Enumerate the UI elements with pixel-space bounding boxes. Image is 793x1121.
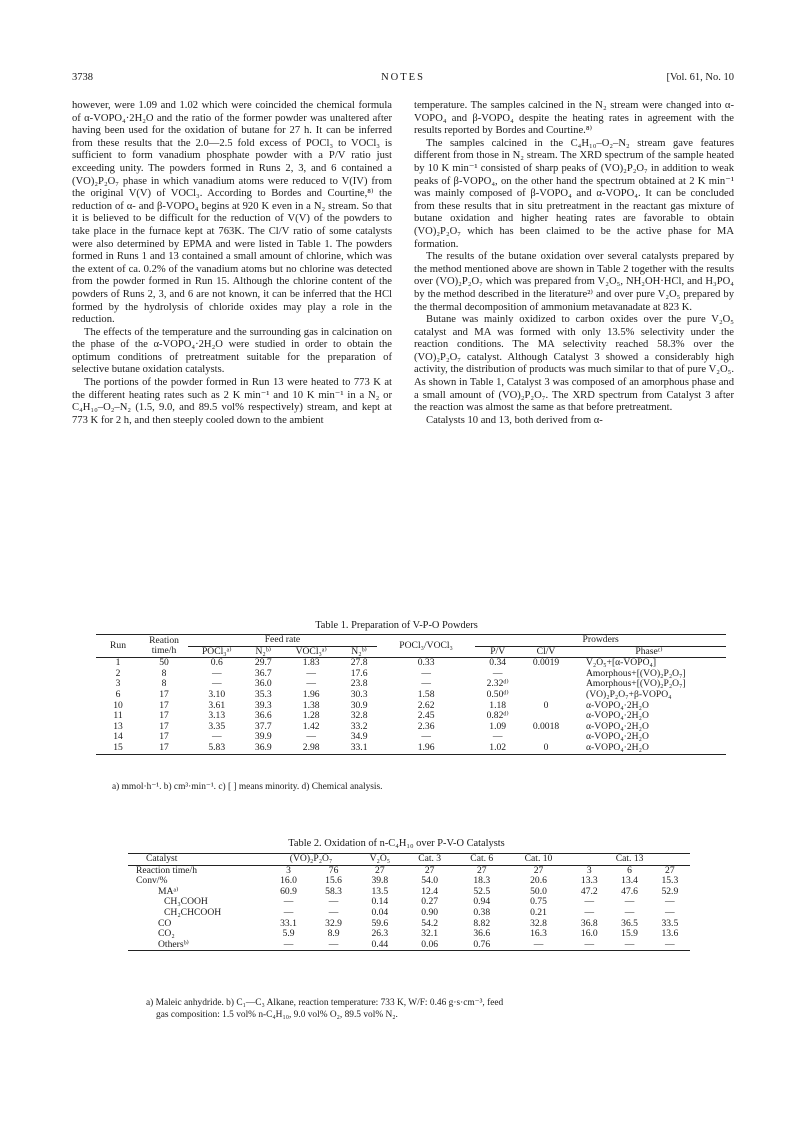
table-cell: 17 [159, 688, 169, 700]
table2-body [128, 865, 690, 951]
table-cell: 47.6 [621, 885, 638, 897]
table-cell: 8 [161, 667, 167, 679]
table-cell: 16.0 [580, 928, 598, 940]
table-cell: 36.8 [580, 917, 598, 929]
table-cell: 47.2 [580, 885, 598, 897]
table-row [96, 743, 726, 754]
table-cell: 50.0 [530, 885, 547, 897]
table-row [128, 919, 690, 930]
table2-caption: Table 2. Oxidation of n-C₄H₁₀ over P-V-O Catalysts [288, 838, 505, 849]
table-cell: — [492, 667, 503, 679]
table-cell: 3.10 [208, 688, 226, 700]
table-cell: (VO)₂P₂O₇+β-VOPO₄ [586, 688, 672, 700]
table-cell: 76 [328, 864, 339, 876]
table-cell: CH₃COOH [164, 896, 208, 908]
col-clv: Cl/V [536, 645, 556, 657]
table-cell: CH₂CHCOOH [164, 906, 222, 918]
table-cell: 16.3 [530, 928, 547, 940]
table-cell: 0.27 [421, 896, 439, 908]
table-cell: 15.6 [325, 875, 342, 887]
table-cell: α-VOPO₄·2H₂O [586, 731, 649, 743]
table-cell: — [584, 938, 595, 950]
table-cell: 20.6 [530, 875, 547, 887]
table-cell: — [665, 896, 675, 908]
paragraph: The effects of the temperature and the surrounding gas in calcination on the phase of the α-VOPO₄·2H₂O were studied in order to obtain the optimum conditions of pretreatment suitable for the preparation of selective butane oxidation catalysts. [72, 326, 392, 376]
table-cell: 1.96 [417, 741, 435, 753]
table-cell: 50 [159, 657, 169, 669]
table-cell: 13.3 [580, 875, 598, 887]
table-cell: 36.5 [621, 917, 638, 929]
left-column [72, 100, 392, 427]
table-cell: 1.83 [302, 657, 320, 669]
table-cell: — [665, 938, 675, 950]
table-cell: 0.75 [530, 896, 547, 908]
table-cell: 15 [113, 741, 123, 753]
table2-footnote-1: a) Maleic anhydride. b) C₁—C₃ Alkane, reaction temperature: 733 K, W/F: 0.46 g·s·cm⁻³, feed [146, 998, 504, 1008]
paragraph: The samples calcined in the C₄H₁₀–O₂–N₂ stream gave features different from those in N₂ stream. The XRD spectrum of the sample heated by 10 K min⁻¹ consisted of sharp peaks of (VO)₂P₂O₇ in addition to weak peaks of β-VOPO₄, on the other hand the spectrum obtained at 2 K min⁻¹ was mainly composed of β-VOPO₄ and α-VOPO₄. It can be concluded from these results that in situ pretreatment in the reactant gas mixture of butane oxidation and higher heating rates are favorable to obtain (VO)₂P₂O₇ which has been claimed to be the active phase for MA formation. [414, 137, 734, 250]
col-phase: Phaseᶜ⁾ [635, 645, 663, 657]
right-column [414, 100, 734, 427]
col-pv: P/V [490, 645, 506, 657]
table-cell: — [211, 667, 222, 679]
table-cell: — [283, 896, 294, 908]
table-cell: 34.9 [350, 731, 368, 743]
table1-caption: Table 1. Preparation of V-P-O Powders [315, 620, 478, 631]
table-cell: — [492, 731, 503, 743]
table-cell: 8 [161, 678, 167, 690]
table-cell: 0.6 [210, 657, 223, 669]
table-cell: 0.50ᵈ⁾ [486, 688, 509, 700]
table-cell: 35.3 [254, 688, 272, 700]
table-cell: α-VOPO₄·2H₂O [586, 720, 649, 732]
page-header [72, 72, 734, 86]
table-cell: — [283, 938, 294, 950]
table-cell: 6 [115, 688, 121, 700]
table-cell: 8.9 [327, 928, 340, 940]
table-cell: 1.02 [489, 741, 507, 753]
table-cell: 2 [115, 667, 121, 679]
table1-footnote: a) mmol·h⁻¹. b) cm³·min⁻¹. c) [ ] means minority. d) Chemical analysis. [112, 782, 383, 792]
table-cell: 0.04 [371, 906, 389, 918]
table-cell: 0.94 [473, 896, 491, 908]
table-cell: — [584, 896, 595, 908]
table-cell: 2.32ᵈ⁾ [486, 678, 509, 690]
table-cell: 1.58 [417, 688, 435, 700]
table-row [128, 929, 690, 940]
table-row [128, 865, 690, 876]
table-cell: α-VOPO₄·2H₂O [586, 741, 649, 753]
table-cell: 36.7 [254, 667, 272, 679]
col-ratio: POCl₃/VOCl₃ [399, 639, 453, 651]
table-cell: 27.8 [350, 657, 368, 669]
table-cell: 3 [286, 864, 291, 876]
table-cell: 27 [533, 864, 544, 876]
table-cell: — [306, 667, 316, 679]
table-cell: 13.4 [621, 875, 638, 887]
table-cell: 0 [543, 741, 549, 753]
table-cell [520, 690, 572, 701]
table-cell: 3 [586, 864, 592, 876]
table-cell: 1.28 [302, 710, 320, 722]
table-cell: 36.6 [254, 710, 272, 722]
table-cell: 2.98 [302, 741, 320, 753]
table-cell: 10 [113, 699, 123, 711]
table-cell: — [421, 731, 431, 743]
table2-footnote-2: gas composition: 1.5 vol% n-C₄H₁₀, 9.0 vol% O₂, 89.5 vol% N₂. [156, 1010, 398, 1020]
table-cell: 0.21 [530, 906, 547, 918]
table-cell: — [665, 906, 675, 918]
table-cell: 36.9 [254, 741, 272, 753]
table-cell: 33.2 [350, 720, 368, 732]
table-cell: 0.0018 [532, 720, 560, 732]
table-cell: 1.18 [489, 699, 507, 711]
table-cell: 32.1 [421, 928, 439, 940]
paragraph: The results of the butane oxidation over several catalysts prepared by the method mentioned above are shown in Table 2 together with the results over (VO)₂P₂O₇ which was prepared from V₂O₅, NH₂OH·HCl, and H₃PO₄ by the method described in the literature²⁾ and over pure V₂O₅ prepared by the thermal decomposition of ammonium metavanadate at 823 K. [414, 251, 734, 313]
table-row [128, 876, 690, 887]
paragraph: The portions of the powder formed in Run 13 were heated to 773 K at the different heating rates such as 2 K min⁻¹ and 10 K min⁻¹ in a N₂ or C₄H₁₀–O₂–N₂ (1.5, 9.0, and 89.5 vol% respectively) stream, and kept at 773 K for 2 h, and then steeply cooled down to the ambient [72, 377, 392, 426]
table-cell: 27 [476, 864, 487, 876]
table-cell: 0.90 [421, 906, 439, 918]
col-pocl3: POCl₃ᵃ⁾ [201, 645, 232, 657]
table-cell: — [306, 731, 316, 743]
table-cell: 39.8 [371, 875, 389, 887]
col-n2: N₂ᵇ⁾ [351, 645, 367, 657]
table-cell: Conv/% [136, 875, 168, 887]
table-row [128, 908, 690, 919]
table-cell: 14 [113, 731, 123, 743]
table-cell: 17 [159, 720, 169, 732]
paragraph: however, were 1.09 and 1.02 which were coincided the chemical formula of α-VOPO₄·2H₂O and the ratio of the former powder was unaltered after having been used for the oxidation of butane for 27 h. It can be inferred from these results that the 2.0—2.5 fold excess of POCl₃ to VOCl₃ is sufficient to form vanadium phosphate powder with a P/V ratio just exceeding unity. The powders formed in Runs 2, 3, and 6 contained a (VO)₂P₂O₇ phase in which vanadium atoms were reduced to V(IV) from the original V(V) of VOCl₃. According to Bordes and Courtine,⁸⁾ the reduction of α- and β-VOPO₄ begins at 920 K even in a N₂ stream. So that it is believed to be difficult for the reduction of V(V) of the powders to take place in the furnace kept at 763K. The Cl/V ratio of some catalysts were also determined by EPMA and were listed in Table 1. The powders formed in Runs 1 and 13 contained a small amount of chlorine, which was the extent of ca. 0.2% of the vanadium atoms but no chlorine was detected from the powder formed in Run 15. Although the chlorine content of the powders of Runs 2, 3, and 6 are not known, it can be inferred that the HCl formed by the hydrolysis of chloride oxides may play a role in the reduction. [72, 100, 392, 326]
volume-info: [Vol. 61, No. 10 [666, 72, 734, 83]
table-cell: Amorphous+[(VO)₂P₂O₇] [586, 667, 686, 679]
table-cell: — [306, 678, 316, 690]
table-cell: 18.3 [473, 875, 491, 887]
table-cell: 17 [159, 710, 169, 722]
table-cell: 29.7 [254, 657, 272, 669]
table-cell: 33.1 [280, 917, 297, 929]
table-cell: 27 [665, 864, 675, 876]
table-cell: — [211, 678, 222, 690]
table1 [96, 634, 726, 755]
table-cell: 13.6 [661, 928, 679, 940]
table-cell: 2.36 [417, 720, 435, 732]
table-cell: 27 [375, 864, 385, 876]
table-cell: 26.3 [371, 928, 389, 940]
col-catalyst: Catalyst [146, 853, 178, 864]
col-cat6: Cat. 6 [470, 853, 494, 864]
paragraph: temperature. The samples calcined in the N₂ stream were changed into α-VOPO₄ and β-VOPO₄ despite the heating rates in agreement with the results reported by Bordes and Courtine.⁸⁾ [414, 100, 734, 137]
col-run: Run [110, 639, 126, 651]
table-cell: 3.35 [208, 720, 226, 732]
table-cell: 0.82ᵈ⁾ [486, 710, 509, 722]
table-cell: 2.45 [417, 710, 435, 722]
table-cell: 0.0019 [532, 657, 560, 669]
table-cell: — [421, 667, 431, 679]
col-cat3: Cat. 3 [418, 853, 442, 864]
table-row [128, 887, 690, 898]
table-cell: — [328, 896, 339, 908]
table-cell: 59.6 [371, 917, 389, 929]
col-cat13: Cat. 13 [615, 853, 644, 864]
table-cell: — [328, 906, 339, 918]
col-feed-rate: Feed rate [188, 635, 377, 647]
paragraph: Butane was mainly oxidized to carbon oxides over the pure V₂O₅ catalyst and MA was formed with only 13.5% selectivity under the reaction conditions. The MA selectivity reached 58.3% over the (VO)₂P₂O₇ catalyst. Although Catalyst 3 showed a considerably high activity, the distribution of products was much similar to that of pure V₂O₅. As shown in Table 1, Catalyst 3 was composed of an amorphous phase and a small amount of (VO)₂P₂O₇. The XRD spectrum from Catalyst 3 after the reaction was almost the same as that before pretreatment. [414, 314, 734, 414]
col-powders: Prowders [475, 635, 726, 647]
table-cell: Amorphous+[(VO)₂P₂O₇] [586, 678, 686, 690]
table-cell: 0.14 [371, 896, 389, 908]
table-cell: V₂O₅+[α-VOPO₄] [586, 657, 657, 669]
table-cell: 54.2 [421, 917, 439, 929]
table-cell: 17 [159, 699, 169, 711]
table-cell: — [283, 906, 294, 918]
col-cat10: Cat. 10 [524, 853, 553, 864]
table-cell [520, 679, 572, 690]
table-cell: 23.8 [350, 678, 368, 690]
table-cell: 0 [543, 699, 549, 711]
table-cell: 39.9 [254, 731, 272, 743]
table-cell: 3 [115, 678, 121, 690]
col-n2: N₂ᵇ⁾ [255, 645, 272, 657]
table-cell: CO [158, 917, 172, 929]
table-cell: 0.34 [489, 657, 507, 669]
table-cell: 54.0 [421, 875, 439, 887]
table-cell: — [624, 938, 635, 950]
table-cell: 60.9 [280, 885, 297, 897]
table-cell: — [421, 678, 431, 690]
table-cell: — [584, 906, 595, 918]
table-cell: — [533, 938, 544, 950]
table-cell: 30.9 [350, 699, 368, 711]
table-cell: 1.96 [302, 688, 320, 700]
table-cell: — [624, 896, 635, 908]
table-cell: 1.38 [302, 699, 320, 711]
table-cell: 0.33 [417, 657, 435, 669]
table-cell: — [624, 906, 635, 918]
col-vo2p2o7: (VO)₂P₂O₇ [289, 853, 333, 864]
table-cell: 15.9 [621, 928, 638, 940]
table-cell: 58.3 [325, 885, 342, 897]
table-cell: 1.42 [302, 720, 320, 732]
table-row [128, 940, 690, 951]
table-cell: 2.62 [417, 699, 435, 711]
table-cell: 33.1 [350, 741, 368, 753]
table-cell: Othersᵇ⁾ [158, 938, 189, 950]
table-cell: 16.0 [280, 875, 297, 887]
table2 [128, 853, 690, 951]
table-cell: 52.9 [661, 885, 679, 897]
table-cell: — [211, 731, 222, 743]
table-cell: 36.0 [254, 678, 272, 690]
table-cell: 32.8 [530, 917, 547, 929]
table-row [96, 690, 726, 701]
paragraph: Catalysts 10 and 13, both derived from α- [426, 414, 603, 426]
table1-body [96, 658, 726, 754]
table-cell: 1 [115, 657, 121, 669]
table-cell: 12.4 [421, 885, 439, 897]
table-cell: CO₂ [158, 928, 175, 940]
table-cell: MAᵃ⁾ [158, 885, 179, 897]
table-cell: 13.5 [371, 885, 389, 897]
table-cell: 3.61 [208, 699, 226, 711]
table-cell: 0.06 [421, 938, 439, 950]
table-cell: 37.7 [254, 720, 272, 732]
table-cell: 3.13 [208, 710, 226, 722]
page-number: 3738 [72, 72, 93, 83]
table-cell: 0.38 [473, 906, 491, 918]
table-cell [520, 669, 572, 680]
table-cell: 11 [113, 710, 123, 722]
table-cell: 0.76 [473, 938, 491, 950]
table-cell: 17 [159, 731, 169, 743]
table-cell: 52.5 [473, 885, 491, 897]
table-cell: 15.3 [661, 875, 679, 887]
table-cell: Reaction time/h [136, 864, 198, 876]
table-cell: 33.5 [661, 917, 679, 929]
table-cell: 32.8 [350, 710, 368, 722]
section-title: NOTES [381, 72, 425, 83]
table-cell: 32.9 [325, 917, 342, 929]
col-v2o5: V₂O₅ [369, 853, 391, 864]
table-cell: 0.44 [371, 938, 389, 950]
table-cell: 5.83 [208, 741, 226, 753]
table-cell: 1.09 [489, 720, 507, 732]
table-cell: 5.9 [282, 928, 295, 940]
table-cell: 17.6 [350, 667, 368, 679]
table-cell: 36.6 [473, 928, 491, 940]
table-cell: 8.82 [473, 917, 491, 929]
table-cell: — [328, 938, 339, 950]
table-cell: 39.3 [254, 699, 272, 711]
table-cell: 30.3 [350, 688, 368, 700]
col-reaction-time: Reation time/h [149, 634, 179, 657]
table-cell: 6 [627, 864, 632, 876]
table-cell: α-VOPO₄·2H₂O [586, 710, 649, 722]
table-cell: 27 [424, 864, 435, 876]
table-cell: α-VOPO₄·2H₂O [586, 699, 649, 711]
table-cell: 17 [159, 741, 169, 753]
table-cell: 13 [113, 720, 123, 732]
col-vocl3: VOCl₃ᵃ⁾ [295, 645, 327, 657]
